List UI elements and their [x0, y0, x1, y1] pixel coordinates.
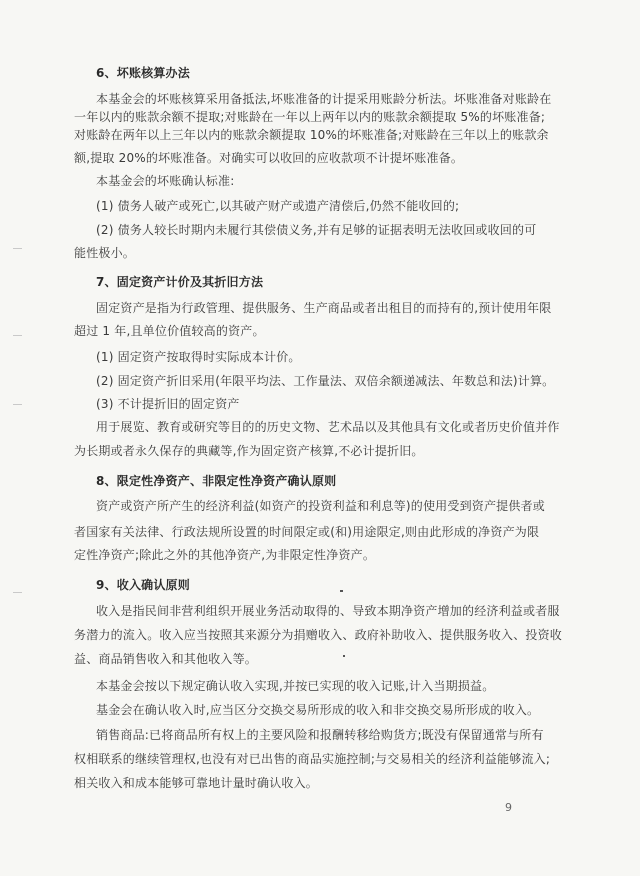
page-number: 9 — [505, 801, 512, 814]
section-heading-9: 9、收入确认原则 — [96, 578, 190, 592]
list-item: (2) 债务人较长时期内未履行其偿债义务,并有足够的证据表明无法收回或收回的可 — [96, 223, 537, 237]
scan-speck — [343, 655, 345, 657]
paragraph-line: 为长期或者永久保存的典藏等,作为固定资产核算,不必计提折旧。 — [74, 444, 424, 458]
scan-speck — [340, 590, 343, 592]
paragraph-line: 对账龄在两年以上三年以内的账款余额提取 10%的坏账准备;对账龄在三年以上的账款余 — [74, 128, 549, 142]
section-heading-8: 8、限定性净资产、非限定性净资产确认原则 — [96, 474, 337, 488]
paragraph-line: 权相联系的继续管理权,也没有对已出售的商品实施控制;与交易相关的经济利益能够流入; — [74, 752, 551, 766]
scan-margin-mark — [13, 335, 22, 336]
section-heading-7: 7、固定资产计价及其折旧方法 — [96, 275, 264, 289]
paragraph-line: 本基金会的坏账核算采用备抵法,坏账准备的计提采用账龄分析法。坏账准备对账龄在 — [96, 92, 552, 106]
scan-margin-mark — [13, 248, 22, 249]
list-item: (1) 固定资产按取得时实际成本计价。 — [96, 350, 301, 364]
paragraph-line: 本基金会的坏账确认标准: — [96, 174, 235, 188]
list-item: (1) 债务人破产或死亡,以其破产财产或遗产清偿后,仍然不能收回的; — [96, 199, 460, 213]
paragraph-line: 定性净资产;除此之外的其他净资产,为非限定性净资产。 — [74, 548, 376, 562]
scan-margin-mark — [13, 592, 22, 593]
paragraph-line: 务潜力的流入。收入应当按照其来源分为捐赠收入、政府补助收入、提供服务收入、投资收 — [74, 628, 563, 642]
paragraph-line: 一年以内的账款余额不提取;对账龄在一年以上两年以内的账款余额提取 5%的坏账准备; — [74, 110, 546, 124]
paragraph-line: 固定资产是指为行政管理、提供服务、生产商品或者出租目的而持有的,预计使用年限 — [96, 301, 552, 315]
paragraph-line: 用于展览、教育或研究等目的的历史文物、艺术品以及其他具有文化或者历史价值并作 — [96, 420, 560, 434]
list-item: (3) 不计提折旧的固定资产 — [96, 397, 240, 411]
paragraph-line: 资产或资产所产生的经济利益(如资产的投资利益和利息等)的使用受到资产提供者或 — [96, 499, 545, 513]
paragraph-line: 收入是指民间非营利组织开展业务活动取得的、导致本期净资产增加的经济利益或者服 — [96, 604, 560, 618]
section-heading-6: 6、坏账核算办法 — [96, 66, 190, 80]
paragraph-line: 本基金会按以下规定确认收入实现,并按已实现的收入记账,计入当期损益。 — [96, 679, 495, 693]
scan-margin-mark — [13, 404, 22, 405]
paragraph-line: 额,提取 20%的坏账准备。对确实可以收回的应收款项不计提坏账准备。 — [74, 151, 464, 165]
paragraph-line: 超过 1 年,且单位价值较高的资产。 — [74, 324, 265, 338]
list-item: (2) 固定资产折旧采用(年限平均法、工作量法、双倍余额递减法、年数总和法)计算。 — [96, 374, 555, 388]
paragraph-line: 者国家有关法律、行政法规所设置的时间限定或(和)用途限定,则由此形成的净资产为限 — [74, 525, 540, 539]
paragraph-line: 销售商品:已将商品所有权上的主要风险和报酬转移给购货方;既没有保留通常与所有 — [96, 728, 544, 742]
paragraph-line: 基金会在确认收入时,应当区分交换交易所形成的收入和非交换交易所形成的收入。 — [96, 703, 540, 717]
list-item-continuation: 能性极小。 — [74, 246, 136, 260]
paragraph-line: 益、商品销售收入和其他收入等。 — [74, 652, 258, 666]
paragraph-line: 相关收入和成本能够可靠地计量时确认收入。 — [74, 776, 319, 790]
